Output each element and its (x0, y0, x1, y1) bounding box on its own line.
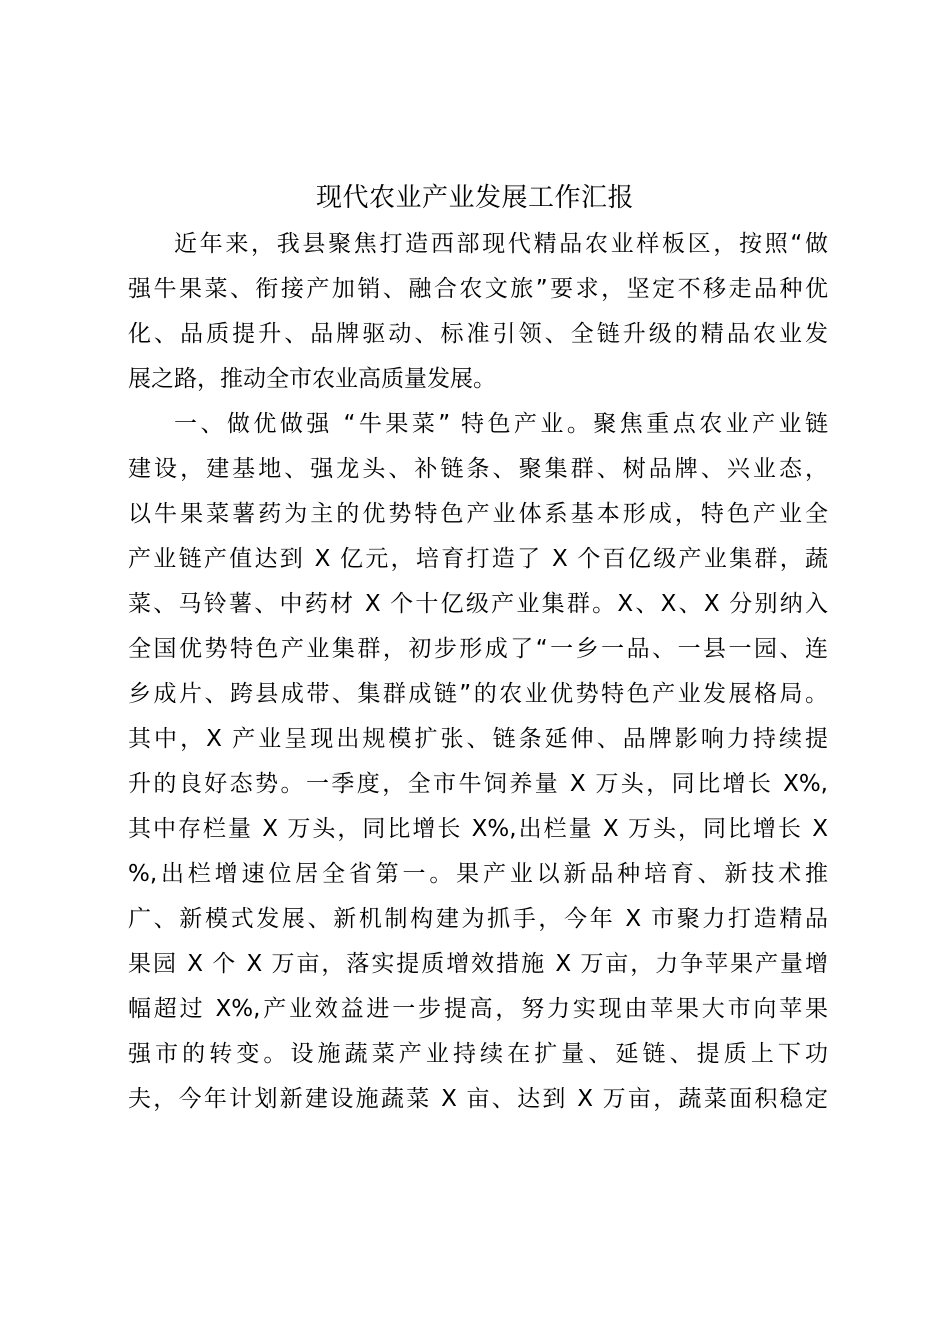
body-line: 建设，建基地、强龙头、补链条、聚集群、树品牌、兴业态， (128, 456, 828, 482)
body-line: 幅超过 X%,产业效益进一步提高，努力实现由苹果大市向苹果 (128, 996, 828, 1022)
body-line: 化、品质提升、品牌驱动、标准引领、全链升级的精品农业发 (128, 321, 828, 347)
body-line: 强市的转变。设施蔬菜产业持续在扩量、延链、提质上下功 (128, 1041, 828, 1067)
document-title: 现代农业产业发展工作汇报 (315, 183, 634, 213)
body-line: %,出栏增速位居全省第一。果产业以新品种培育、新技术推 (128, 861, 828, 887)
body-line: 升的良好态势。一季度，全市牛饲养量 X 万头，同比增长 X%, (128, 771, 828, 797)
document-body (128, 222, 828, 1122)
body-line: 全国优势特色产业集群，初步形成了“一乡一品、一县一园、连 (128, 636, 828, 662)
body-line: 果园 X 个 X 万亩，落实提质增效措施 X 万亩，力争苹果产量增 (128, 951, 828, 977)
body-line: 其中存栏量 X 万头，同比增长 X%,出栏量 X 万头，同比增长 X (128, 816, 828, 842)
body-line: 以牛果菜薯药为主的优势特色产业体系基本形成，特色产业全 (128, 501, 828, 527)
body-line: 广、新模式发展、新机制构建为抓手，今年 X 市聚力打造精品 (128, 906, 828, 932)
body-line: 强牛果菜、衔接产加销、融合农文旅”要求，坚定不移走品种优 (128, 276, 828, 302)
body-line: 菜、马铃薯、中药材 X 个十亿级产业集群。X、X、X 分别纳入 (128, 591, 828, 617)
body-line: 近年来，我县聚焦打造西部现代精品农业样板区，按照“做 (174, 231, 828, 257)
body-line: 乡成片、跨县成带、集群成链”的农业优势特色产业发展格局。 (128, 681, 828, 707)
body-line: 产业链产值达到 X 亿元，培育打造了 X 个百亿级产业集群，蔬 (128, 546, 828, 572)
body-line: 夫，今年计划新建设施蔬菜 X 亩、达到 X 万亩，蔬菜面积稳定 (128, 1086, 828, 1112)
body-line: 展之路，推动全市农业高质量发展。 (128, 366, 496, 392)
body-line: 一、做优做强 “牛果菜” 特色产业。聚焦重点农业产业链 (174, 411, 828, 437)
body-line: 其中，X 产业呈现出规模扩张、链条延伸、品牌影响力持续提 (128, 726, 828, 752)
